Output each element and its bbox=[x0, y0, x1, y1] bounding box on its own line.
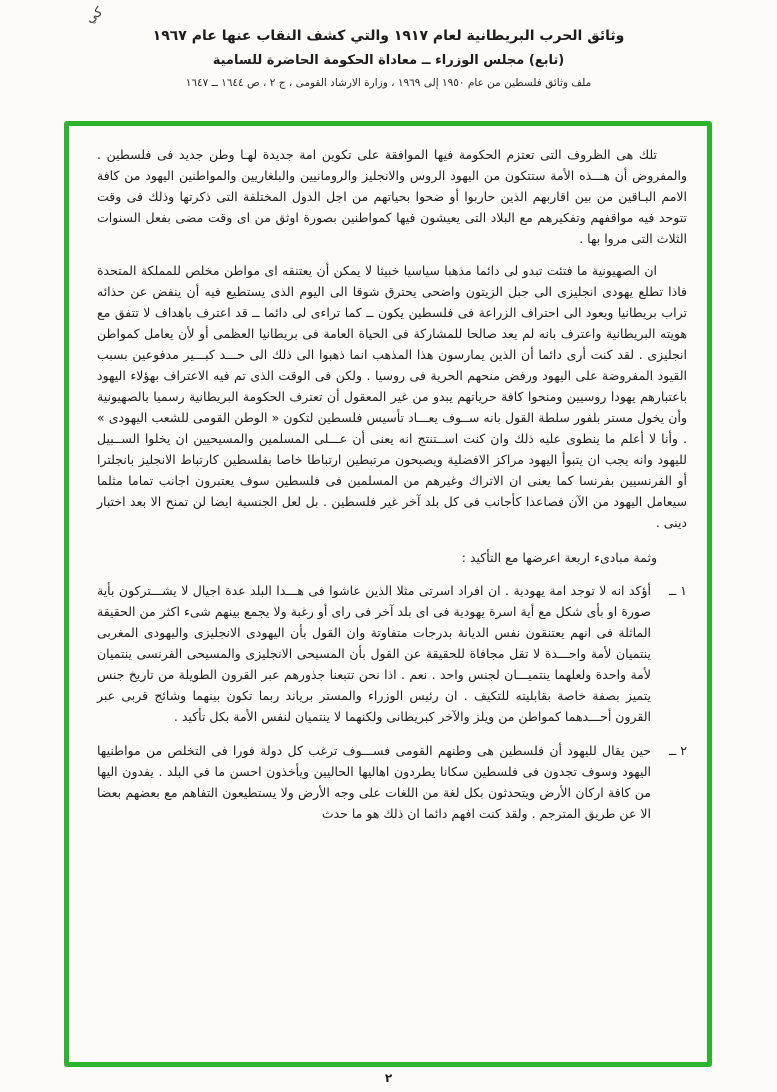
item-2-text: حين يقال لليهود أن فلسطين هى وطنهم القومى فســـوف ترغب كل دولة فورا فى التخلص من مواطنيها اليهود وسوف تجدون فى فلسطين سكانا يطردون اهاليها الحاليين ويأخذون احسن ما فى البلد . يفدون اليها من كافة اركان الأرض ويتحدثون بكل لغة من اللغات على وجه الأرض ولا يستطيعون التفاهم مع بعضهم بعضا الا عن طريق المترجم . ولقد كنت افهم دائما ان ذلك هو ما حدث bbox=[97, 743, 651, 821]
document-header bbox=[0, 0, 777, 89]
document-source-citation: ملف وثائق فلسطين من عام ١٩٥٠ إلى ١٩٦٩ ، وزارة الارشاد القومى ، ج ٢ ، ص ١٦٤٤ ــ ١٦٤٧ bbox=[185, 77, 592, 89]
handwritten-corner-mark: كي bbox=[83, 4, 106, 27]
body-paragraph-2: ان الصهيونية ما فتئت تبدو لى دائما مذهبا سياسيا خبيثا لا يمكن أن يعتنقه اى مواطن مخلص للمملكة المتحدة فاذا تطلع يهودى انجليزى الى جبل الزيتون واضحى يحترق شوقا الى اليوم الذى يستطيع فيه أن ينفض عن حذائه تراب بريطانيا ويعود الى احتراف الزراعة فى فلسطين يكون ــ كما تراءى لى دائما ــ قد اعترف باهداف لا تتفق مع هويته البريطانية واعترف بانه لم يعد صالحا للمشاركة فى الحياة العامة فى بريطانيا العظمى أو لأن يعامل كمواطن انجليزى . لقد كنت أرى دائما أن الذين يمارسون هذا المذهب انما ذهبوا الى ذلك الى حـــد كبـــير مدفوعين بسبب القيود المفروضة على اليهود ورفض منحهم الحرية فى روسيا . ولكن فى الوقت الذى تم فيه الاعتراف بهؤلاء اليهود باعتبارهم يهودا روسيين ومنحوا كافة حرياتهم يبدو من غير المعقول أن تعترف الحكومة البريطانية رسميا بالصهيونية وأن يخول مستر بلفور سلطة القول بانه ســوف يعـــاد تأسيس فلسطين لتكون « الوطن القومى للشعب اليهودى » . وأنا لا أعلم ما ينطوى عليه ذلك وان كنت اســتنتج انه يعنى أن عـــلى المسلمين والمسيحيين ان يخلوا الســبيل لليهود وانه يجب ان يتبوأ اليهود مراكز الافضلية ويصبحون مرتبطين ارتباطا خاصا بفلسطين كارتباط الانجليز بانجلترا أو الفرنسيين بفرنسا كما يعنى ان الاتراك وغيرهم من المسلمين فى فلسطين سوف يعتبرون اجانب تماما مثلما سيعامل اليهود من الآن فصاعدا كأجانب فى كل بلد آخر غير فلسطين . بل لعل الجنسية ايضا لن تمنح الا بعد اختبار دينى . bbox=[97, 263, 687, 530]
principles-intro: وثمة مبادىء اربعة اعرضها مع التأكيد : bbox=[461, 550, 657, 565]
item-2-number: ٢ ــ bbox=[668, 743, 687, 758]
page-number: ٢ bbox=[384, 1071, 393, 1085]
numbered-item-2 bbox=[97, 740, 687, 824]
green-border-frame bbox=[64, 121, 712, 1067]
document-title: وثائق الحرب البريطانية لعام ١٩١٧ والتي كشف النقاب عنها عام ١٩٦٧ bbox=[152, 28, 625, 44]
body-paragraph-1: تلك هى الظروف التى تعتزم الحكومة فيها الموافقة على تكوين امة جديدة لهـا وطن جديد فى فلسطين . والمفروض أن هـــذه الأمة ستتكون من اليهود الروس والانجليز والرومانيين والبلغاريين والمواطنين اليهود من كافة الامم البـاقين من بين اقاربهم الذين حاربوا أو ضحوا بحياتهم من اجل الدول المختلفة التى ذكرتها وذلك فى وقت تتوحد فيه مواقفهم وتفكيرهم مع البلاد التى يعيشون فيها كمواطنين بصورة اوثق من اى وقت مضى بفعل السنوات الثلاث التى مروا بها . bbox=[97, 147, 687, 246]
document-body bbox=[69, 126, 707, 845]
document-subtitle: (تابع) مجلس الوزراء ــ معاداة الحكومة الحاضرة للسامية bbox=[212, 53, 565, 68]
item-1-number: ١ ــ bbox=[668, 583, 687, 598]
item-1-text: أؤكد انه لا توجد امة يهودية . ان افراد اسرتى مثلا الذين عاشوا فى هـــدا البلد عدة اجيال لا يشـــتركون بأية صورة او بأى شكل مع أية اسرة يهودية فى اى بلد آخر فى راى أو رغبة ولا يجمع بينهم شىء اكثر من الحقيقة الماثلة فى انهم يعتنقون نفس الديانة بدرجات متفاوتة وان القول بأن اليهودى الانجليزى واليهودى المغربى ينتميان لأمة واحـــدة لا تقل مجافاة للحقيقة عن القول بأن المسيحى الانجليزى والمسيحى الفرنسى ينتميان لأمة واحدة ولعلهما ينتميـــان لجنس واحد . نعم . اذا نحن تتبعنا جذورهم عبر القرون الطويلة من تاريخ جنس يتميز بصفة خاصة بقابليته للتكيف . ان رئيس الوزراء والمستر برياند ربما تكون بينهما وشائج قربى عبر القرون أحـــدهما كمواطن من ويلز والآخر كبريطانى ولكنهما لا ينتميان لنفس الأمة بكل تأكيد . bbox=[97, 583, 651, 724]
numbered-item-1 bbox=[97, 580, 687, 727]
